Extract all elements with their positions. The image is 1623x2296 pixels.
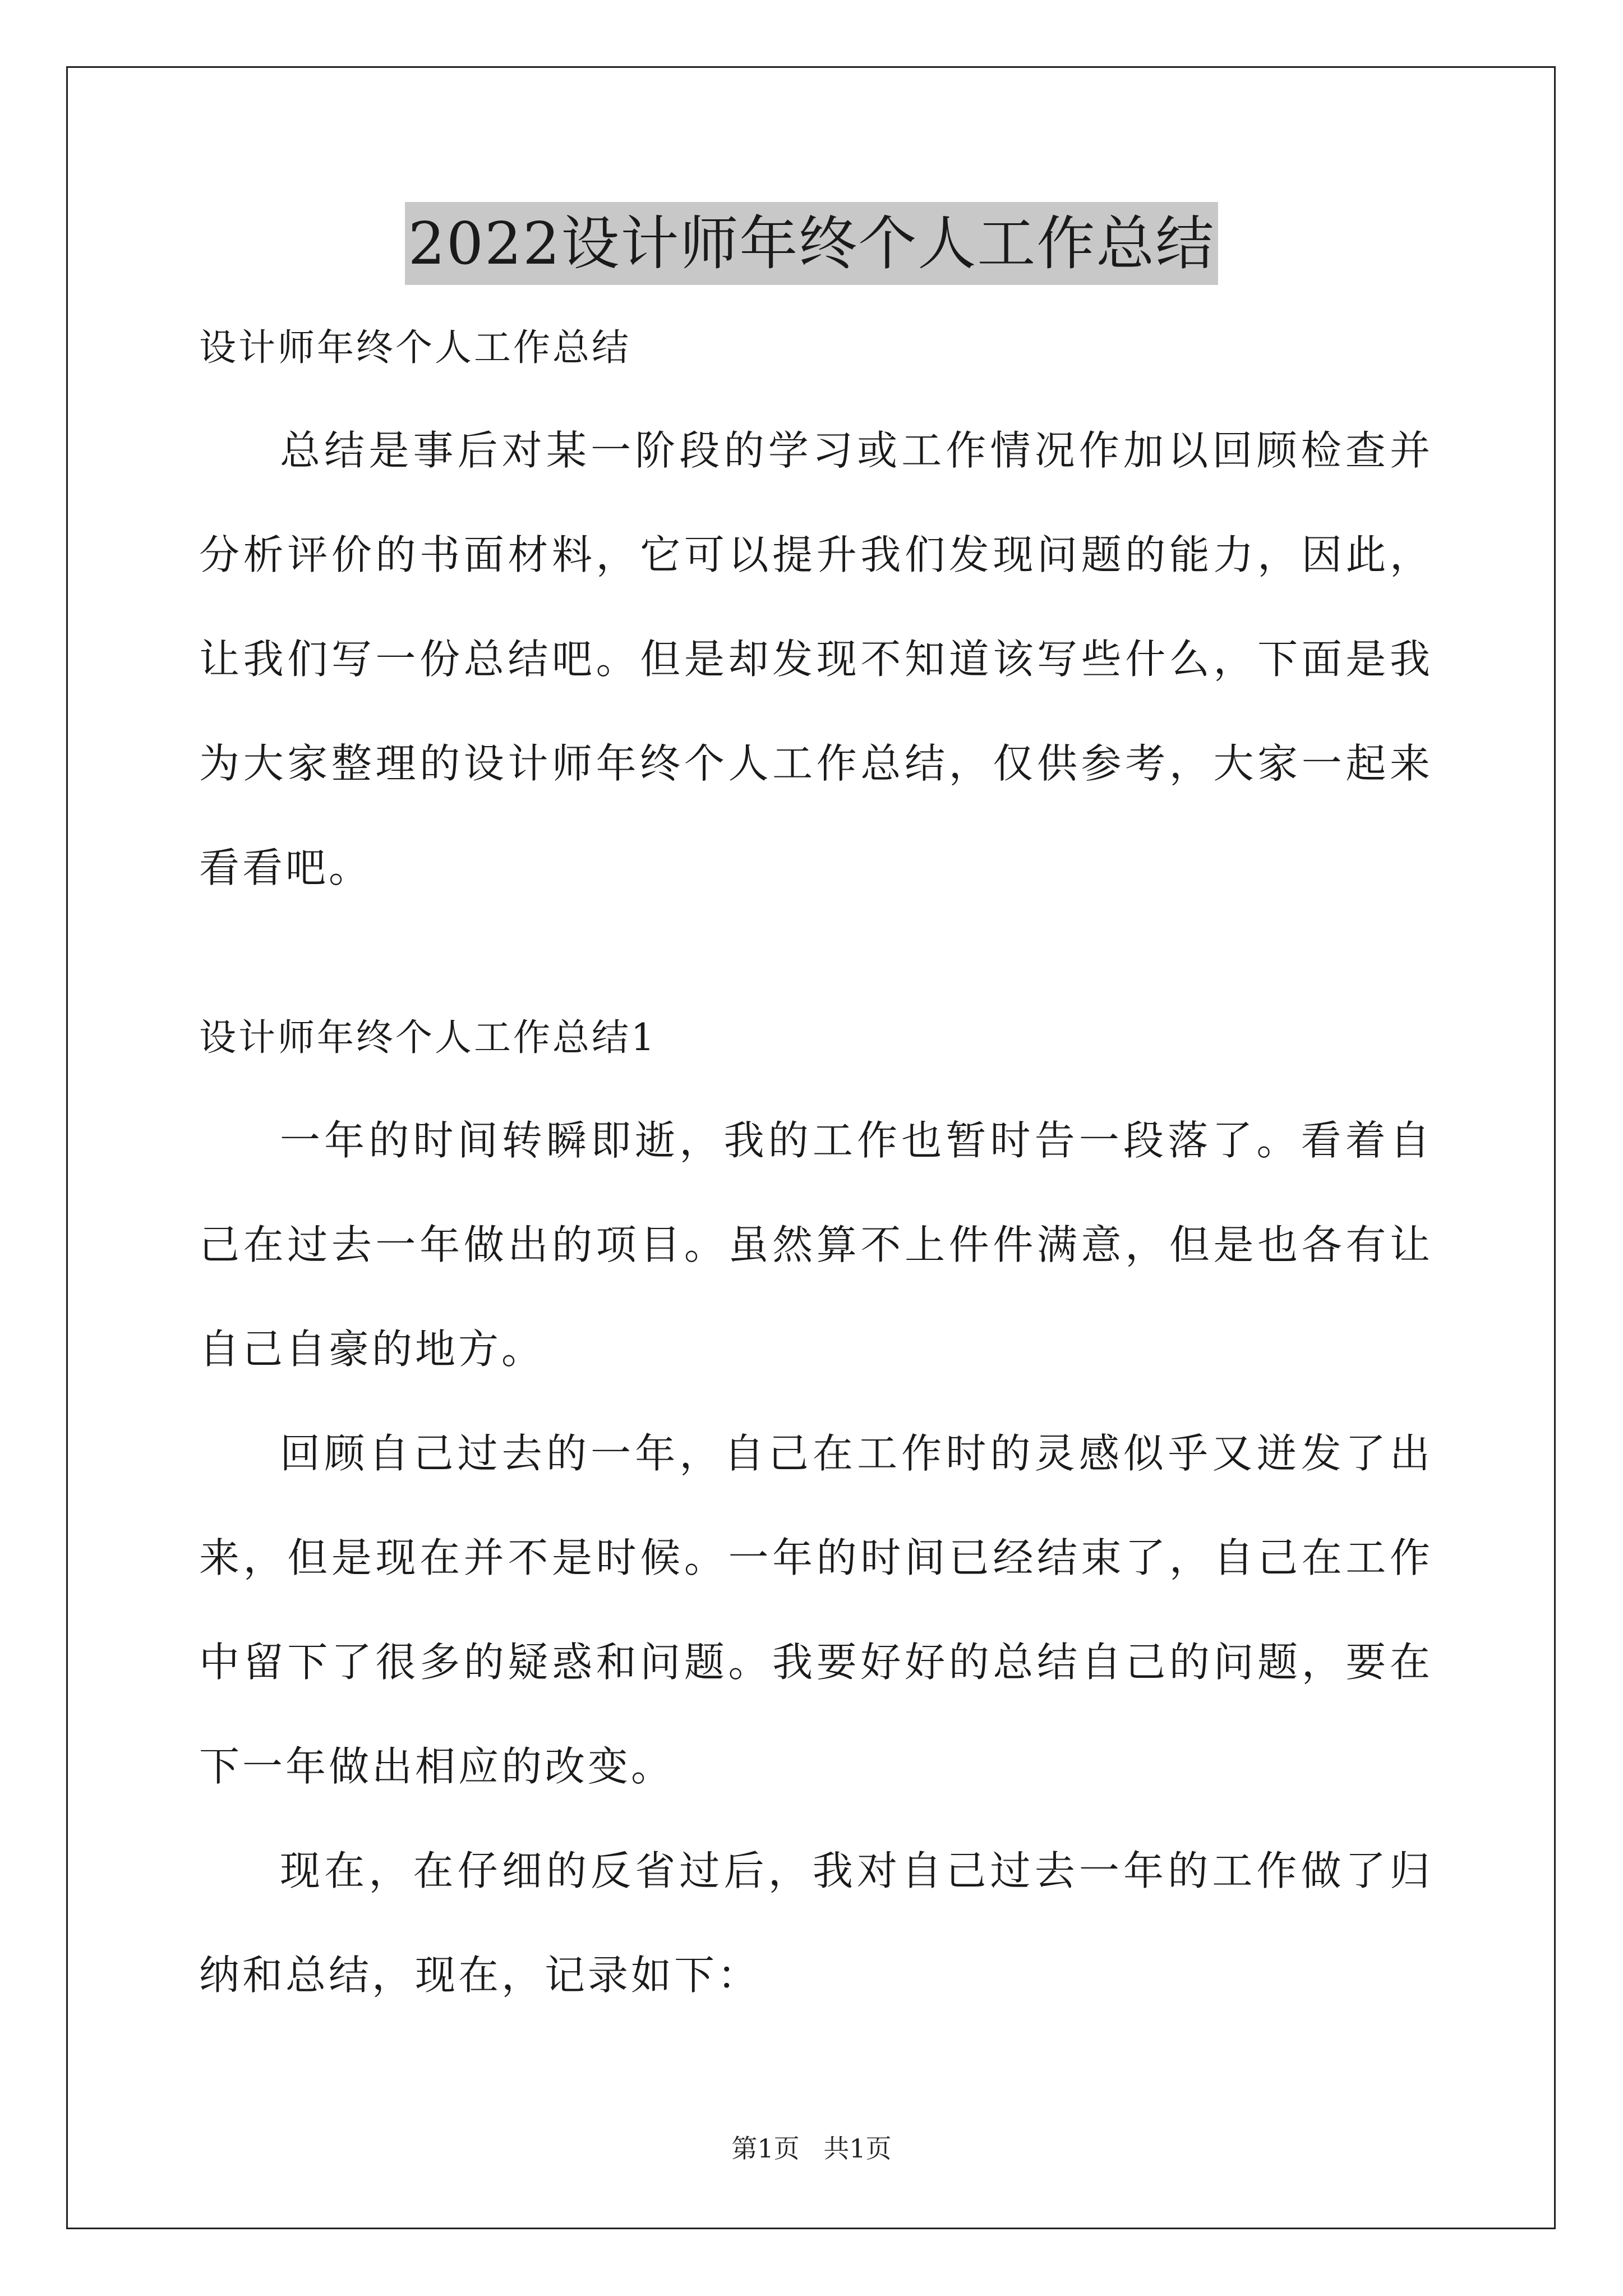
title-container: [0, 202, 1623, 285]
page-number: 第1页: [731, 2133, 800, 2164]
body-paragraph: 现在，在仔细的反省过后，我对自己过去一年的工作做了归纳和总结，现在，记录如下：: [199, 1847, 1433, 1999]
document-title: 2022设计师年终个人工作总结: [405, 202, 1219, 285]
body-paragraph: 一年的时间转瞬即逝，我的工作也暂时告一段落了。看着自己在过去一年做出的项目。虽然算不上件件满意，但是也各有让自己自豪的地方。: [199, 1117, 1433, 1373]
page-total: 共1页: [823, 2133, 892, 2164]
section-heading: 设计师年终个人工作总结1: [199, 1016, 657, 1059]
body-paragraph: 回顾自己过去的一年，自己在工作时的灵感似乎又迸发了出来，但是现在并不是时候。一年的时间已经结束了，自己在工作中留下了很多的疑惑和问题。我要好好的总结自己的问题，要在下一年做出相应的改变。: [199, 1430, 1433, 1790]
subtitle: 设计师年终个人工作总结: [199, 326, 631, 369]
document-body: [199, 314, 1433, 2027]
page-footer: [0, 2132, 1623, 2165]
intro-paragraph: 总结是事后对某一阶段的学习或工作情况作加以回顾检查并分析评价的书面材料，它可以提升我们发现问题的能力，因此，让我们写一份总结吧。但是却发现不知道该写些什么，下面是我为大家整理的设计师年终个人工作总结，仅供参考，大家一起来看看吧。: [199, 427, 1433, 891]
